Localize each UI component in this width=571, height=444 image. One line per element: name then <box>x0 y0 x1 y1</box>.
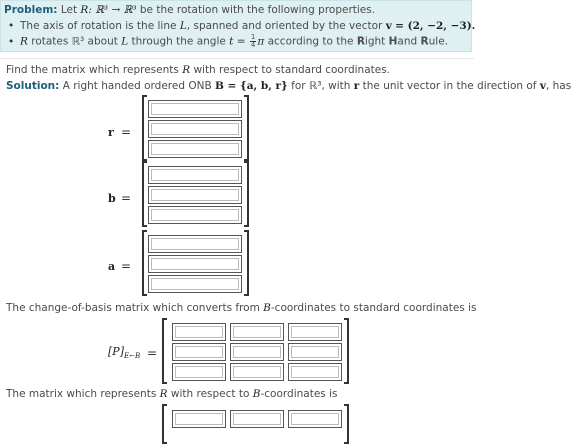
bullet1-mid: , spanned and oriented by the vector <box>186 20 383 32</box>
vector-a-left-bracket <box>142 230 147 296</box>
R-matrix-cell[interactable] <box>230 410 284 428</box>
bullet2-L: L <box>121 35 129 48</box>
solution-v: v <box>539 80 546 92</box>
vector-r-right-bracket <box>244 95 249 161</box>
R-matrix-cell[interactable] <box>172 410 226 428</box>
P-matrix-cell[interactable] <box>172 363 226 381</box>
onb-set: B = {a, b, r} <box>215 80 288 92</box>
problem-intro-post: be the rotation with the following properties. <box>139 4 376 16</box>
vector-value: = (2, −2, −3). <box>395 20 476 32</box>
solution-r: r <box>353 80 360 92</box>
solution-statement <box>6 80 571 92</box>
problem-heading: Problem: <box>4 4 58 16</box>
vector-a-entry-3[interactable] <box>148 275 242 293</box>
P-matrix-cell[interactable] <box>230 363 284 381</box>
P-matrix-cell[interactable] <box>172 343 226 361</box>
angle-t: t = <box>229 35 246 48</box>
P-matrix-cell[interactable] <box>288 363 342 381</box>
bullet-axis <box>20 20 475 32</box>
vector-r-entry-3[interactable] <box>148 140 242 158</box>
R-matrix-right-bracket <box>344 404 349 444</box>
solution-pre: A right handed ordered ONB <box>62 80 212 92</box>
vector-a-label: a <box>108 260 116 273</box>
equals-sign: = <box>121 191 132 205</box>
cob-B: B <box>263 302 271 314</box>
vector-b-entry-1[interactable] <box>148 166 242 184</box>
cob-post: -coordinates to standard coordinates is <box>270 302 477 314</box>
find-R: R <box>182 64 191 76</box>
rhr-H: H <box>388 35 398 48</box>
bullet1-v: v <box>385 20 392 32</box>
vector-r-entry-2[interactable] <box>148 120 242 138</box>
bullet-angle <box>20 34 448 49</box>
cob-pre: The change-of-basis matrix which converts from <box>6 302 260 314</box>
problem-intro-pre: Let <box>60 4 78 16</box>
vector-a-entry-2[interactable] <box>148 255 242 273</box>
solution-post: the unit vector in the direction of <box>362 80 537 92</box>
rep-pre: The matrix which represents <box>6 388 157 400</box>
solution-end: , has <box>545 80 571 92</box>
bullet2-pre: rotates ℝ³ about <box>31 35 118 48</box>
bullet2-R: R <box>20 35 28 48</box>
vector-r-left-bracket <box>142 95 147 161</box>
P-symbol: [P] <box>108 345 124 358</box>
P-matrix-label <box>108 345 140 360</box>
P-matrix-cell[interactable] <box>172 323 226 341</box>
P-matrix-left-bracket <box>162 318 167 384</box>
P-subscript: E←B <box>123 352 141 361</box>
rhr-ight: ight <box>364 35 386 48</box>
angle-fraction <box>250 34 256 49</box>
R-matrix-cell[interactable] <box>288 410 342 428</box>
frac-den: 4 <box>250 41 256 49</box>
bullet2-mid: through the angle <box>131 35 226 48</box>
vector-b-entry-2[interactable] <box>148 186 242 204</box>
vector-b-label: b <box>108 192 116 205</box>
find-post: with respect to standard coordinates. <box>193 64 391 76</box>
P-matrix-cell[interactable] <box>288 343 342 361</box>
map-R: R <box>80 4 89 16</box>
vector-r-entry-1[interactable] <box>148 100 242 118</box>
map-domain-codomain: : ℝ³ → ℝ³ <box>88 4 137 16</box>
solution-mid: for ℝ³, with <box>291 80 351 92</box>
divider <box>0 58 474 59</box>
bullet-dot: • <box>8 36 15 48</box>
vector-a-entry-1[interactable] <box>148 235 242 253</box>
bullet1-pre: The axis of rotation is the line <box>20 20 177 32</box>
vector-r-label: r <box>108 126 114 139</box>
rep-mid: with respect to <box>170 388 250 400</box>
bullet1-L: L <box>179 20 187 32</box>
rhr-R: R <box>356 35 365 48</box>
cob-statement <box>6 302 476 314</box>
angle-pi: π <box>257 35 265 48</box>
bullet2-post: according to the <box>267 35 354 48</box>
rhr-and: and <box>397 35 418 48</box>
vector-b-right-bracket <box>244 161 249 227</box>
vector-b-entry-3[interactable] <box>148 206 242 224</box>
R-matrix-left-bracket <box>162 404 167 444</box>
rhr-Rule-R: R <box>420 35 429 48</box>
rep-statement <box>6 388 337 400</box>
P-matrix-cell[interactable] <box>288 323 342 341</box>
equals-sign: = <box>147 346 158 360</box>
equals-sign: = <box>121 125 132 139</box>
find-pre: Find the matrix which represents <box>6 64 179 76</box>
P-matrix-cell[interactable] <box>230 323 284 341</box>
equals-sign: = <box>121 259 132 273</box>
solution-heading: Solution: <box>6 80 60 92</box>
rep-post: -coordinates is <box>260 388 338 400</box>
P-matrix-right-bracket <box>344 318 349 384</box>
rep-R: R <box>159 388 168 400</box>
problem-statement <box>4 4 375 16</box>
vector-a-right-bracket <box>244 230 249 296</box>
bullet-dot: • <box>8 20 15 32</box>
P-matrix-cell[interactable] <box>230 343 284 361</box>
rep-B: B <box>252 388 261 400</box>
rhr-ule: ule. <box>428 35 448 48</box>
frac-num: 1 <box>250 33 256 41</box>
find-statement <box>6 64 390 76</box>
vector-b-left-bracket <box>142 161 147 227</box>
